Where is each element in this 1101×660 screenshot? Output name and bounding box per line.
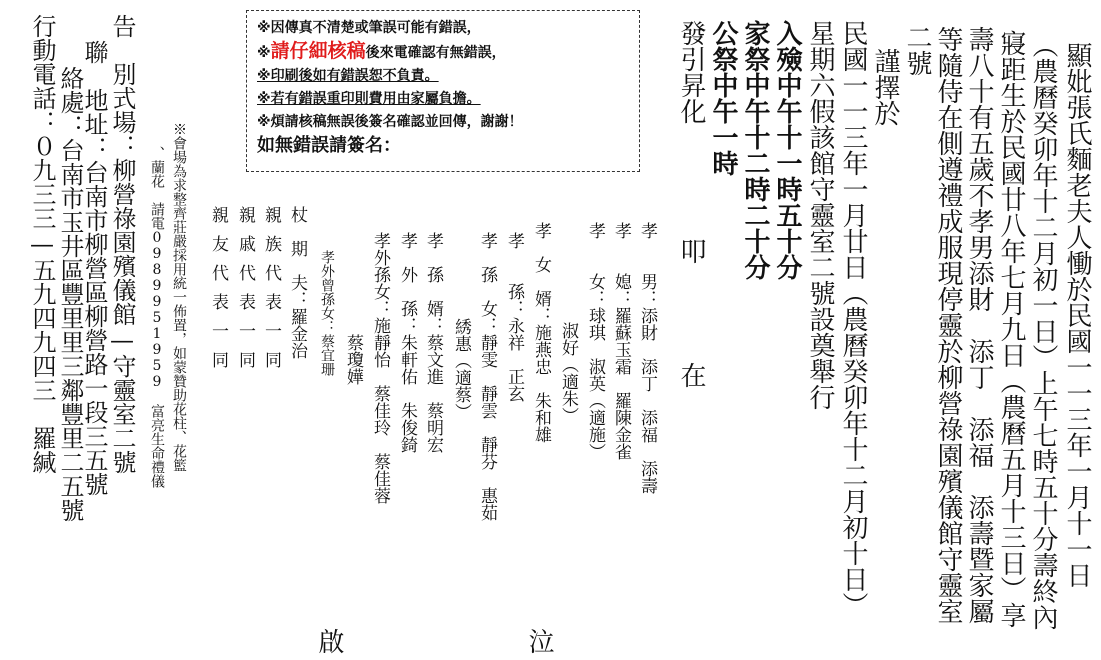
mourner-great-grand: 孝外曾孫女：蔡宜珊: [319, 250, 335, 376]
flower-note-2: 、蘭花 請電0989951959 富亮生命禮儀: [149, 146, 165, 488]
notice-line-3: ※印刷後如有錯誤恕不負責。: [257, 68, 439, 84]
mourner-ext-granddaughter: 孝外孫女：施靜怡 蔡佳玲 蔡佳蓉: [370, 232, 390, 504]
mourner-grandson: 孝 孫：永祥 正玄: [504, 232, 524, 402]
notice-line-4: ※若有錯誤重印則費用由家屬負擔。: [257, 91, 481, 107]
mourner-clan-rep: 親族代表一同: [261, 206, 281, 380]
notice-line-5: ※煩請核稿無誤後簽名確認並回傳，謝謝！: [257, 114, 523, 130]
phone-line: 行動電話：０九三三—五九四九四三 羅緘: [28, 14, 56, 474]
announce-mark: 啟: [314, 628, 344, 654]
notice-emphasis: 請仔細核稿: [270, 40, 366, 62]
mourner-granddaughter-in-law: 孝 孫 婿：蔡文進 蔡明宏: [423, 232, 443, 453]
mourner-great-grand-2: 蔡瓊嬅: [343, 334, 363, 385]
schedule-burial: 發引昇化: [676, 20, 706, 124]
main-text-col-6: 二號: [902, 24, 932, 76]
mourner-widower: 杖 期 夫：羅金治: [287, 206, 307, 359]
notice-sign-line: 如無錯誤請簽名：: [257, 135, 401, 156]
main-text-col-2: （農曆癸卯年十二月初一日）上午七時五十分壽終內: [1028, 32, 1058, 630]
notice-line-2: ※請仔細核稿後來電確認有無錯誤，: [257, 40, 506, 62]
mourner-son-in-law: 孝 女 婿：施燕忠 朱和雄: [531, 222, 551, 443]
mourner-daughter-2: 淑好（適朱）: [558, 322, 578, 424]
venue-line: 告 別式場：柳營祿園殯儀館—守靈室二號: [108, 14, 136, 474]
schedule-encoffin: 入殮中午十一時五十分: [772, 20, 802, 280]
schedule-day: 星期六假該館守靈室二號設奠舉行: [805, 20, 835, 410]
proof-notice-box: [246, 10, 640, 172]
mourner-kin-rep: 親戚代表一同: [235, 206, 255, 380]
mourner-daughter-in-law: 孝 媳：羅蘇玉霜 羅陳金雀: [611, 222, 631, 460]
schedule-public-rite: 公祭中午一時: [708, 20, 738, 176]
schedule-intro: 謹擇於: [870, 48, 900, 126]
mourner-granddaughter-2: 綉惠（適蔡）: [451, 318, 471, 420]
office-line: 絡處：台南市玉井區豐里里三鄰豐里二五號: [56, 66, 84, 522]
mourner-granddaughter: 孝 孫 女：靜雯 靜雲 靜芬 惠茹: [477, 232, 497, 521]
kowtow-label: 叩 在: [676, 238, 706, 424]
main-text-col-4: 壽八十有五歲不孝男添財 添丁 添福 添壽暨家屬: [964, 26, 994, 624]
schedule-date: 民國一一三年一月廿日（農曆癸卯年十二月初十日）: [838, 20, 868, 618]
notice-line-1: ※因傳真不清楚或筆誤可能有錯誤，: [257, 20, 481, 36]
mourner-daughter: 孝 女：球琪 淑英（適施）: [585, 222, 605, 460]
mourner-son: 孝 男：添財 添丁 添福 添壽: [637, 222, 657, 494]
mourner-friend-rep: 親友代表一同: [208, 206, 228, 380]
address-line: 聯 地址：台南市柳營區柳營路一段三五號: [80, 40, 108, 496]
flower-note-1: ※會場為求整齊莊嚴採用統一佈置，如蒙贊助花柱、花籃: [171, 122, 187, 472]
main-text-col-3: 寢距生於民國廿八年七月九日（農曆五月十三日）享: [996, 30, 1026, 628]
mourner-ext-grandson: 孝 外 孫：朱軒佑 朱俊錡: [397, 232, 417, 453]
main-text-col-1: 顯妣張氏麵老夫人慟於民國一一三年一月十一日: [1062, 42, 1092, 588]
main-text-col-5: 等隨侍在側遵禮成服現停靈於柳營祿園殯儀館守靈室: [933, 26, 963, 624]
weep-mark: 泣: [524, 628, 554, 654]
schedule-family-rite: 家祭中午十二時二十分: [740, 20, 770, 280]
